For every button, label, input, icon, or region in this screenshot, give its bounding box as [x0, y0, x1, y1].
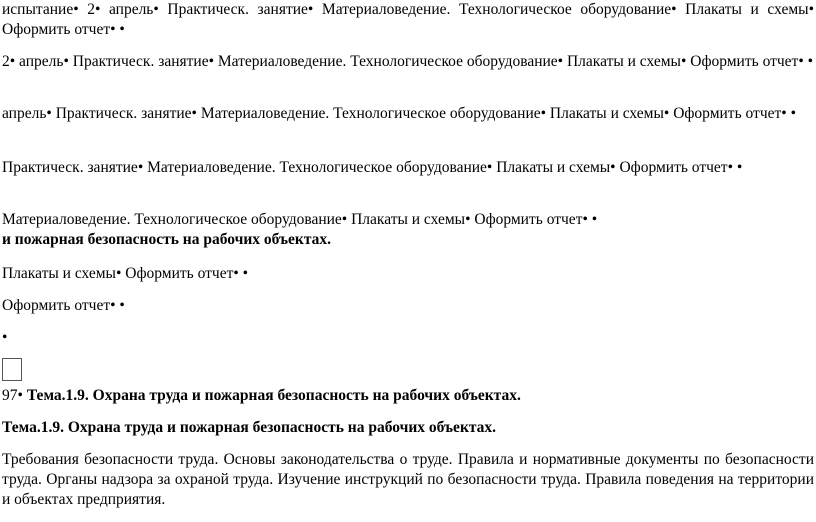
section-heading: Тема.1.9. Охрана труда и пожарная безопасность на рабочих объектах.	[2, 419, 497, 436]
section-body: Требования безопасности труда. Основы законодательства о труде. Правила и нормативные документы по безопасности труда. Органы надзора за охраной труда. Изучение инструкций по безопасности труда. Правила поведения на территории и объектах предприятия.	[2, 451, 814, 508]
topic-title: Тема.1.9. Охрана труда и пожарная безопасность на рабочих объектах.	[26, 387, 521, 404]
text-line-4: Практическ. занятие• Материаловедение. Технологическое оборудование• Плакаты и схемы• Оформить отчет• •	[2, 159, 743, 176]
text-line-3: апрель• Практическ. занятие• Материаловедение. Технологическое оборудование• Плакаты и схемы• Оформить отчет• •	[2, 105, 797, 122]
text-line-5-bold: и пожарная безопасность на рабочих объектах.	[2, 231, 332, 248]
topic-prefix: 97•	[2, 387, 27, 404]
empty-box	[2, 358, 22, 381]
text-line-5-block	[2, 210, 814, 250]
text-line-7: Оформить отчет• •	[2, 297, 125, 314]
text-line-6: Плакаты и схемы• Оформить отчет• •	[2, 265, 249, 282]
text-line-2: 2• апрель• Практическ. занятие• Материаловедение. Технологическое оборудование• Плакаты и схемы• Оформить отчет• •	[2, 53, 814, 70]
text-line-5: Материаловедение. Технологическое оборудование• Плакаты и схемы• Оформить отчет• •	[2, 211, 598, 228]
topic-line	[2, 386, 814, 406]
text-line-1: испытание• 2• апрель• Практическ. занятие• Материаловедение. Технологическое оборудование• Плакаты и схемы• Оформить отчет• •	[2, 1, 814, 38]
bullet-line: •	[2, 329, 8, 346]
